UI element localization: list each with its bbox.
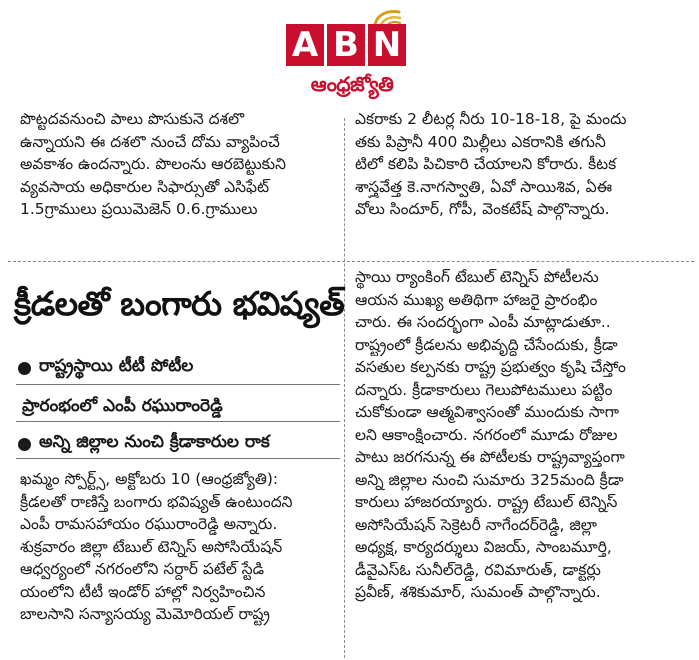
text-line: బాలసాని సన్యాసయ్య మెమోరియల్ రాష్ట్ర	[20, 605, 270, 623]
text-line: ఎంపీ రామసహాయం రఘురాంరెడ్డి అన్నారు.	[20, 515, 278, 533]
text-line: యంలోని టీటీ ఇండోర్ హాల్లో నిర్వహించిన	[20, 582, 266, 601]
bullet-icon	[18, 362, 31, 375]
text-line: అన్ని జిల్లాల నుంచి సుమారు 325మంది క్రీడా	[355, 470, 624, 489]
text-line: డీవైఎస్ఓ సునీల్‌రెడ్డి, రవిమారుత్, డాక్టర్లు	[355, 560, 601, 579]
abn-letters	[286, 24, 406, 66]
text-line: పాటు జరగనున్న ఈ పోటీలకు రాష్ట్రవ్యాప్తంగా	[355, 448, 625, 466]
masthead	[0, 0, 699, 110]
text-line: ఆయన ముఖ్య అతిథిగా హాజరై ప్రారంభిం	[355, 290, 598, 309]
headline: క్రీడలతో బంగారు భవిష్యత్	[14, 284, 345, 323]
text-line: వసతుల కల్పనకు రాష్ట్ర ప్రభుత్వం కృషి చేస్తోం	[355, 358, 626, 376]
article-body-left-column	[20, 468, 345, 626]
text-line: వ్యవసాయ అధికారుల సిఫార్సుతో ఎసిఫేట్	[20, 177, 270, 196]
text-line: క్రీడలతో రాణిస్తే బంగారు భవిష్యత్ ఉంటుందని	[20, 492, 293, 511]
logo-subtitle: ఆంధ్రజ్యోతి	[310, 72, 394, 96]
text-line: రాష్ట్రంలో క్రీడలను అభివృద్ధి చేసేందుకు, క్రీడా	[355, 335, 618, 354]
text-line: ఉన్నాయని ఈ దశలొ నుంచే దోమ వ్యాపించే	[20, 132, 280, 151]
deck-line-1	[18, 356, 340, 380]
logo-letter-a: A	[286, 24, 324, 66]
deck-divider	[16, 421, 340, 422]
deck-text: రాష్ట్రస్థాయి టీటీ పోటీల	[39, 356, 194, 376]
article-body-right-column	[355, 266, 695, 604]
text-line: శుక్రవారం జిల్లా టేబుల్ టెన్నిస్ అసోసియేషన్	[20, 537, 283, 556]
text-line: ఎకరాకు 2 లీటర్ల నీరు 10-18-18, పై మందు	[355, 110, 627, 128]
article-top-right-column	[355, 110, 695, 221]
text-line: చారు. ఈ సందర్భంగా ఎంపీ మాట్లాడుతూ..	[355, 313, 611, 331]
text-line: వోలు సిందూర్, గోపీ, వెంకటేష్ పాల్గొన్నారు.	[355, 200, 610, 218]
bullet-icon	[18, 438, 31, 451]
text-line: అసోసియేషన్ సెక్రెటరీ నాగేందర్‌రెడ్డి, జిల్లా	[355, 515, 597, 534]
text-line: ఖమ్మం స్పోర్ట్స్, అక్టోబరు 10 (ఆంధ్రజ్యోతి):	[20, 470, 279, 488]
text-line: శాస్త్రవేత్త కె.నాగస్వాతి, ఏవో సాయిశివ, ఏఈ	[355, 177, 613, 196]
article-top-left-column	[20, 110, 338, 221]
text-line: 1.5గ్రాములు ప్రయిమెజెన్ 0.6.గ్రాములు	[20, 200, 258, 218]
text-line: ప్రవీణ్, శశికుమార్, సుమంత్ పాల్గొన్నారు.	[355, 583, 601, 601]
logo-letter-b: B	[327, 24, 365, 66]
text-line: దన్నారు. క్రీడాకారులు గెలుపోటములు పట్టిం	[355, 380, 613, 399]
text-line: తకు పిప్రానీ 400 మిల్లీలు ఎకరానికి తగునీ	[355, 132, 606, 151]
text-line: పొట్టదవనుంచి పాలు పొసుకునె దశలొ	[20, 110, 245, 128]
horizontal-divider	[8, 261, 694, 262]
deck-divider	[16, 458, 340, 459]
deck-text: అన్ని జిల్లాల నుంచి క్రీడాకారుల రాక	[39, 432, 270, 452]
text-line: కారులు హాజరయ్యారు. రాష్ట్ర టేబుల్ టెన్నిస్	[355, 493, 618, 511]
text-line: స్థాయి ర్యాంకింగ్ టేబుల్ టెన్నిస్ పోటీలను	[355, 268, 599, 286]
deck-line-2	[22, 396, 344, 420]
text-line: చుకోకుండా ఆత్మవిశ్వాసంతో ముందుకు సాగా	[355, 403, 620, 421]
text-line: టిలో కలిపి పిచికారి చేయాలని కోరారు. కీటక	[355, 155, 617, 173]
deck-line-3	[18, 432, 340, 456]
text-line: లని ఆకాంక్షించారు. నగరంలో మూడు రోజుల	[355, 425, 618, 444]
logo-letter-n: N	[368, 24, 406, 66]
deck-divider	[16, 384, 340, 385]
deck-text: ప్రారంభంలో ఎంపీ రఘురాంరెడ్డి	[22, 396, 223, 416]
abn-andhrajyothy-logo	[286, 6, 416, 104]
text-line: అవకాశం ఉందన్నారు. పొలంను ఆరబెట్టుకుని	[20, 155, 287, 173]
text-line: ఆధ్వర్యంలో నగరంలోని సర్దార్ పటేల్ స్టేడి	[20, 560, 265, 578]
text-line: అధ్యక్ష, కార్యదర్శులు విజయ్, సాంబమూర్తి,	[355, 538, 612, 556]
